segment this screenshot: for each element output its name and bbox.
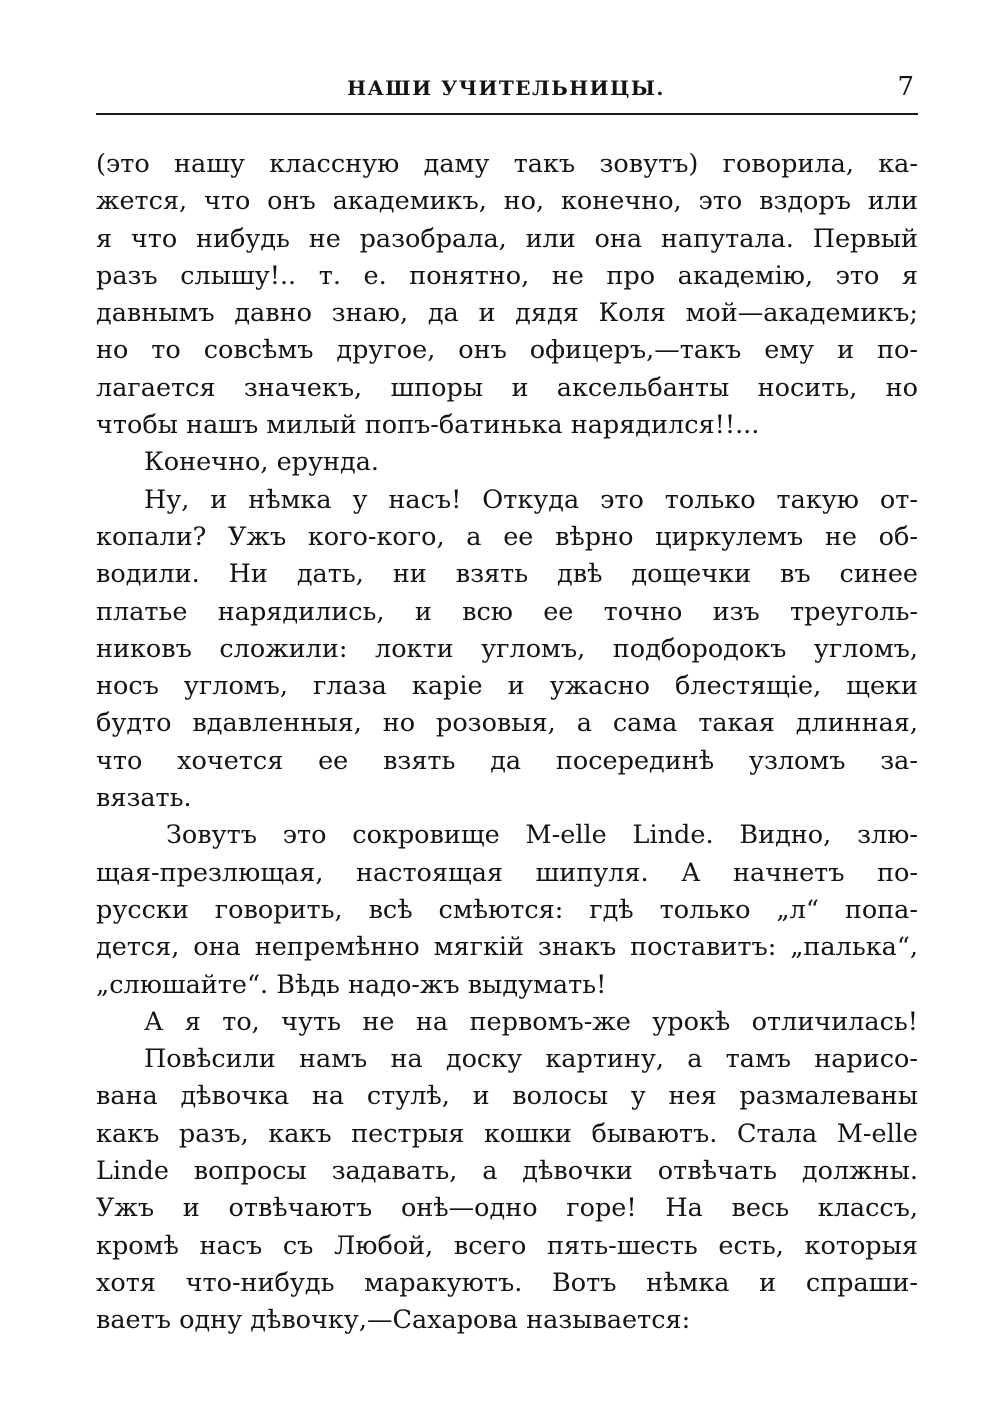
text-line: Linde вопросы задавать, а дѣвочки отвѣчать должны. (96, 1156, 918, 1187)
text-line: разъ слышу!.. т. е. понятно, не про академію, это я (96, 260, 918, 291)
text-line: платье нарядились, и всю ее точно изъ треуголь- (96, 596, 918, 627)
text-line: чтобы нашъ милый попъ-батинька нарядился!!... (96, 410, 760, 441)
page-header (96, 70, 916, 106)
text-line: вязать. (96, 783, 192, 814)
text-line: А я то, чуть не на первомъ-же урокѣ отличилась! (144, 1006, 918, 1037)
text-line: (это нашу классную даму такъ зовутъ) говорила, ка- (96, 149, 918, 179)
text-line: хотя что-нибудь маракуютъ. Вотъ нѣмка и спраши- (96, 1267, 918, 1298)
text-line: я что нибудь не разобрала, или она напутала. Первый (96, 223, 918, 254)
text-line: лагается значекъ, шпоры и аксельбанты носить, но (96, 372, 918, 403)
text-line: какъ разъ, какъ пестрыя кошки бываютъ. Стала M-elle (96, 1118, 918, 1149)
text-line: Ужъ и отвѣчаютъ онѣ—одно горе! На весь классъ, (96, 1193, 918, 1224)
text-line: носъ угломъ, глаза каріе и ужасно блестящіе, щеки (96, 671, 918, 702)
text-line: щая-презлющая, настоящая шипуля. А начнетъ по- (96, 857, 918, 888)
text-line: Повѣсили намъ на доску картину, а тамъ нарисо- (144, 1044, 918, 1075)
text-line: давнымъ давно знаю, да и дядя Коля мой—академикъ; (96, 298, 918, 329)
text-line: никовъ сложили: локти угломъ, подбородокъ угломъ, (96, 633, 918, 664)
text-line: русски говорить, всѣ смѣются: гдѣ только „л“ попа- (96, 894, 918, 925)
text-line: „слюшайте“. Вѣдь надо-жъ выдумать! (96, 969, 607, 1000)
text-line: Ну, и нѣмка у насъ! Откуда это только такую от- (144, 484, 918, 515)
text-line: будто вдавленныя, но розовыя, а сама такая длинная, (96, 708, 918, 739)
text-line: ваетъ одну дѣвочку,—Сахарова называется: (96, 1305, 691, 1336)
page-number: 7 (897, 72, 914, 102)
text-line: копали? Ужъ кого-кого, а ее вѣрно циркулемъ не об- (96, 521, 918, 552)
text-line: но то совсѣмъ другое, онъ офицеръ,—такъ ему и по- (96, 335, 918, 366)
running-title: НАШИ УЧИТЕЛЬНИЦЫ. (347, 76, 665, 100)
text-line: Зовутъ это сокровище M-elle Linde. Видно, злю- (166, 820, 918, 851)
text-line: дется, она непремѣнно мягкій знакъ поставитъ: „палька“, (96, 932, 918, 963)
text-line: жется, что онъ академикъ, но, конечно, это вздоръ или (96, 186, 918, 217)
text-line: кромѣ насъ съ Любой, всего пять-шесть есть, которыя (96, 1230, 918, 1261)
body-text (96, 146, 918, 1340)
text-line: Конечно, ерунда. (144, 447, 380, 478)
text-line: водили. Ни дать, ни взять двѣ дощечки въ синее (96, 559, 918, 590)
text-line: вана дѣвочка на стулѣ, и волосы у нея размалеваны (96, 1081, 918, 1112)
header-rule (96, 113, 918, 115)
text-line: что хочется ее взять да посерединѣ узломъ за- (96, 745, 918, 776)
